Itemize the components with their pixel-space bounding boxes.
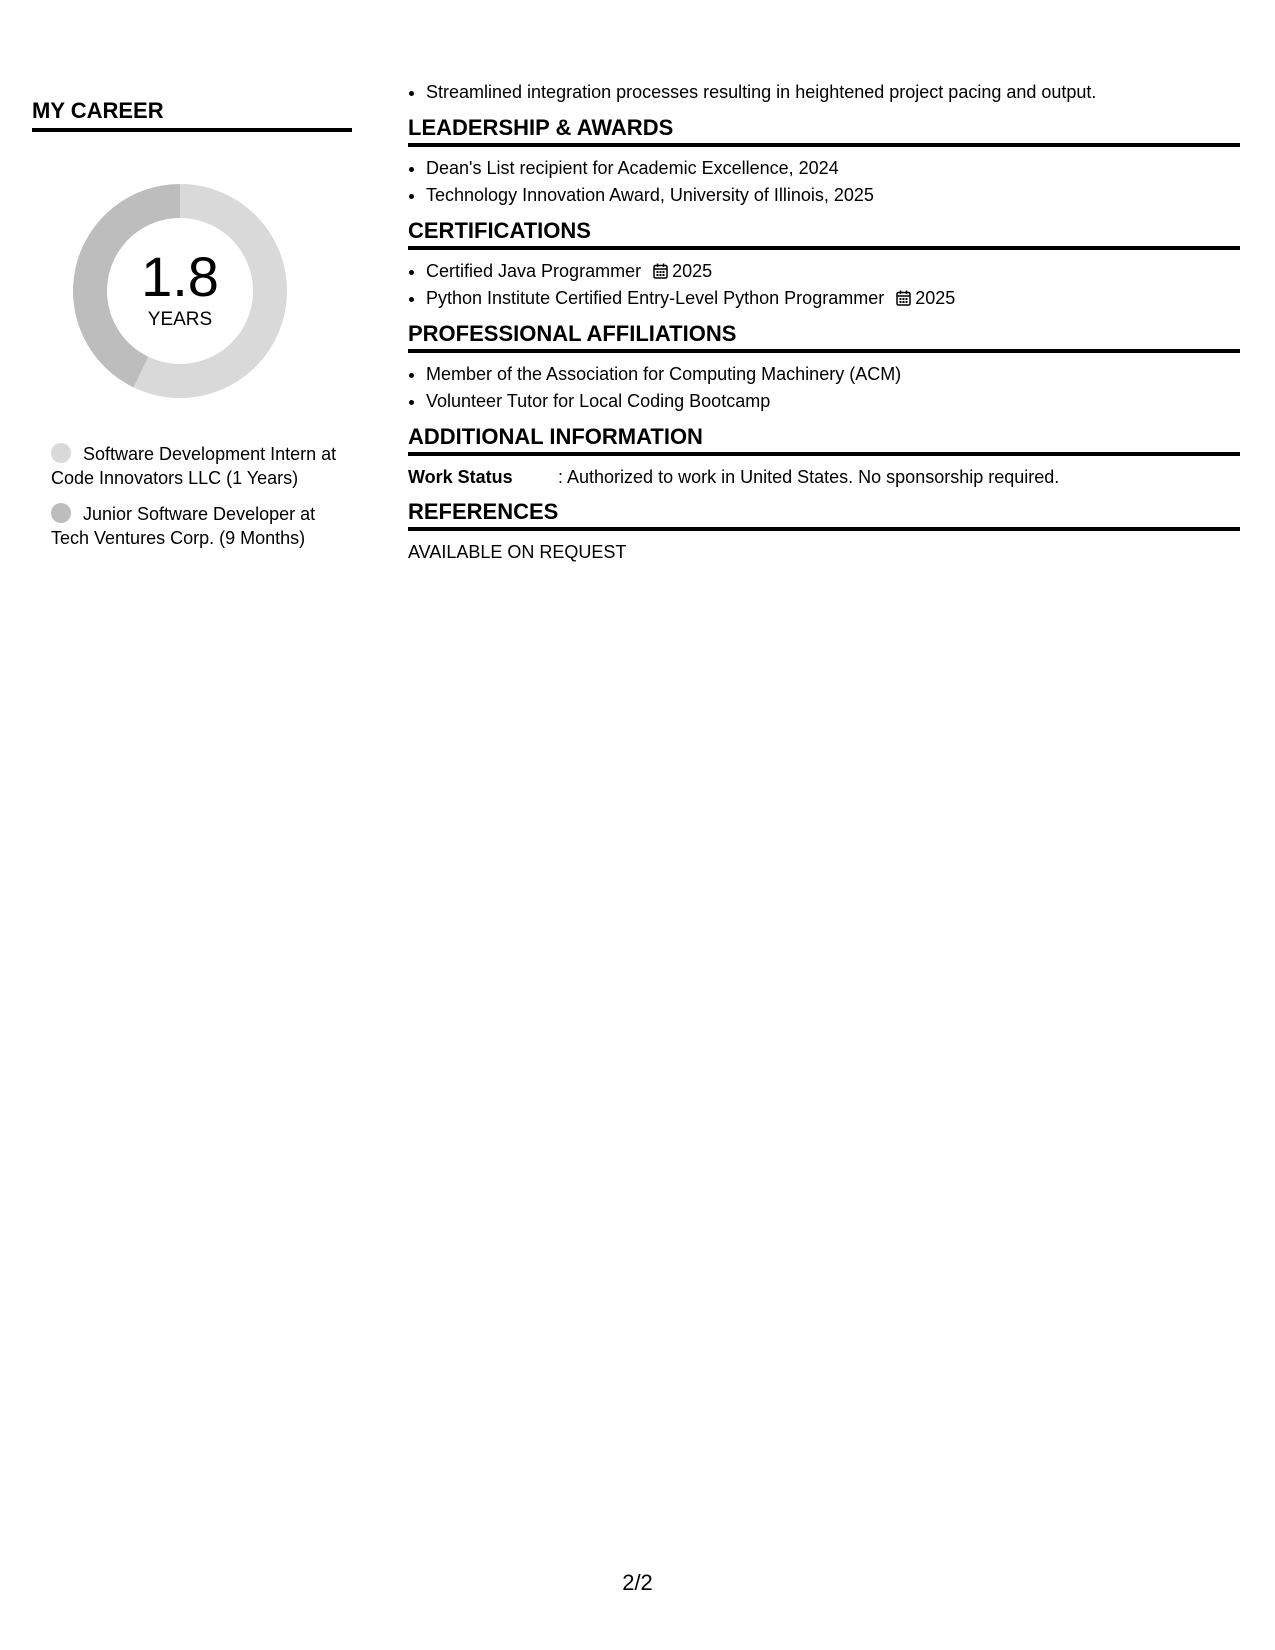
certification-name: Python Institute Certified Entry-Level Python Programmer [426,288,885,308]
legend-item [51,442,352,490]
section-title: ADDITIONAL INFORMATION [408,423,1240,456]
list-item: • Volunteer Tutor for Local Coding Bootcamp [426,388,1240,415]
work-status-label: Work Status [408,467,513,487]
work-status-row [408,464,1240,490]
page-number: 2/2 [622,1570,653,1595]
additional-info-section [408,423,1240,490]
certification-year: 2025 [915,288,956,308]
section-title: CERTIFICATIONS [408,217,1240,250]
career-title: MY CAREER [32,98,352,132]
list-item: • Dean's List recipient for Academic Excellence, 2024 [426,155,1240,182]
calendar-icon [896,290,911,306]
affiliations-list [408,361,1240,415]
certification-name: Certified Java Programmer [426,261,642,281]
calendar-icon [653,263,668,279]
affiliations-section [408,320,1240,415]
donut-center [65,176,295,406]
career-total-value: 1.8 [141,245,219,308]
work-status-value: : Authorized to work in United States. No sponsorship required. [558,467,1060,487]
leadership-section [408,114,1240,209]
legend-label: Junior Software Developer at Tech Ventures Corp. (9 Months) [51,504,316,548]
career-legend [32,442,352,550]
certification-year: 2025 [672,261,713,281]
certifications-section [408,217,1240,312]
certifications-list [408,258,1240,312]
list-item [426,258,1240,285]
list-item [426,285,1240,312]
list-item: • Technology Innovation Award, University of Illinois, 2025 [426,182,1240,209]
career-donut-chart [65,176,295,406]
section-title: REFERENCES [408,498,1240,531]
career-total-unit: YEARS [147,309,213,330]
legend-label: Software Development Intern at Code Innovators LLC (1 Years) [51,444,337,488]
references-section [408,498,1240,565]
legend-item [51,502,352,550]
legend-dot-icon [51,443,71,463]
legend-dot-icon [51,503,71,523]
references-text: AVAILABLE ON REQUEST [408,542,627,562]
section-title: PROFESSIONAL AFFILIATIONS [408,320,1240,353]
main-content [408,79,1240,565]
list-item: • Streamlined integration processes resulting in heightened project pacing and output. [426,79,1240,106]
experience-continued-list [408,79,1240,106]
list-item: • Member of the Association for Computing Machinery (ACM) [426,361,1240,388]
leadership-list [408,155,1240,209]
career-sidebar [32,98,352,562]
section-title: LEADERSHIP & AWARDS [408,114,1240,147]
